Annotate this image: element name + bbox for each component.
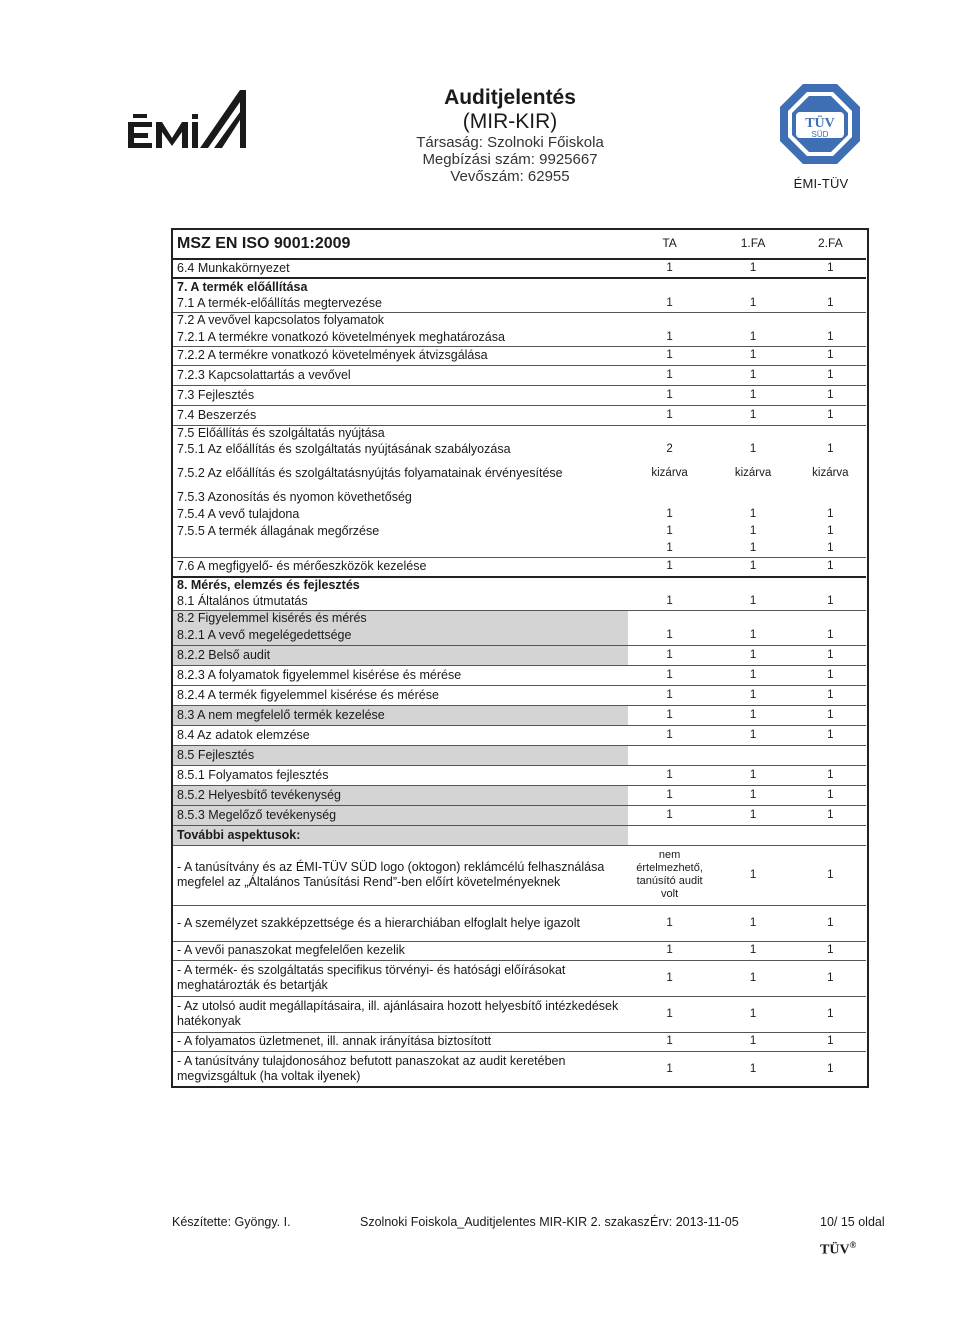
cell-ta: 1 xyxy=(628,1032,711,1051)
cell-fa1: 1 xyxy=(711,960,794,996)
svg-text:SÜD: SÜD xyxy=(811,130,829,139)
cell-fa1: 1 xyxy=(711,765,794,785)
table-row xyxy=(172,506,866,523)
cell-fa2: 1 xyxy=(795,996,866,1032)
footer-validity: Érv: 2013-11-05 xyxy=(650,1215,739,1229)
cell-fa1: 1 xyxy=(711,259,794,278)
cell-fa1 xyxy=(711,825,794,845)
row-label: 8.2 Figyelemmel kisérés és mérés xyxy=(172,610,628,627)
cell-ta: 1 xyxy=(628,725,711,745)
table-row xyxy=(172,577,866,593)
cell-ta: 1 xyxy=(628,941,711,960)
tuv-mark-reg: ® xyxy=(849,1240,857,1250)
row-label: - A folyamatos üzletmenet, ill. annak irányítása biztosított xyxy=(172,1032,628,1051)
cell-ta xyxy=(628,312,711,329)
audit-table xyxy=(172,229,866,1087)
cell-fa1: 1 xyxy=(711,996,794,1032)
cell-fa1 xyxy=(711,489,794,506)
report-header xyxy=(330,86,690,185)
standard-label: MSZ EN ISO 9001:2009 xyxy=(177,235,351,252)
table-row xyxy=(172,523,866,540)
cell-fa1: 1 xyxy=(711,365,794,385)
cell-fa2: 1 xyxy=(795,405,866,425)
cell-fa2 xyxy=(795,312,866,329)
cell-fa2: 1 xyxy=(795,259,866,278)
cell-ta xyxy=(628,610,711,627)
cell-fa2: 1 xyxy=(795,785,866,805)
row-label: 8.2.4 A termék figyelemmel kisérése és mérése xyxy=(172,685,628,705)
cell-fa1: 1 xyxy=(711,385,794,405)
cell-fa1 xyxy=(711,610,794,627)
cell-fa1: 1 xyxy=(711,685,794,705)
cell-fa1: 1 xyxy=(749,296,757,309)
cell-fa2: 1 xyxy=(827,594,834,607)
table-row xyxy=(172,665,866,685)
cell-fa2 xyxy=(795,489,866,506)
cell-fa2: 1 xyxy=(795,960,866,996)
table-row xyxy=(172,329,866,346)
cell-ta: 1 xyxy=(628,685,711,705)
table-row xyxy=(172,385,866,405)
table-row xyxy=(172,905,866,941)
cell-fa2: 1 xyxy=(795,385,866,405)
cell-fa2: 1 xyxy=(827,296,834,309)
table-row xyxy=(172,278,866,295)
tuv-caption: ÉMI-TÜV xyxy=(793,176,849,191)
cell-fa2: 1 xyxy=(795,346,866,365)
table-row xyxy=(172,1051,866,1087)
cell-fa2: 1 xyxy=(795,1051,866,1087)
table-row xyxy=(172,557,866,577)
cell-fa1: 1 xyxy=(711,1032,794,1051)
table-row xyxy=(172,593,866,610)
cell-ta: 1 xyxy=(666,508,673,520)
row-label: 8.1 Általános útmutatás xyxy=(177,593,308,608)
tuv-sud-logo xyxy=(778,82,862,166)
cell-ta: 1 xyxy=(628,557,711,577)
row-label: További aspektusok: xyxy=(172,825,628,845)
row-label: 8.3 A nem megfelelő termék kezelése xyxy=(172,705,628,725)
table-row xyxy=(172,365,866,385)
table-row xyxy=(172,312,866,329)
cell-fa2 xyxy=(795,577,866,593)
row-label: 7.2 A vevővel kapcsolatos folyamatok xyxy=(172,312,628,329)
row-label: 8.2.1 A vevő megelégedettsége xyxy=(172,627,628,645)
cell-fa2: 1 xyxy=(795,765,866,785)
row-label: 8.2.3 A folyamatok figyelemmel kisérése és mérése xyxy=(172,665,628,685)
row-label xyxy=(172,540,628,557)
tuv-mark xyxy=(820,1240,856,1259)
cell-ta: 1 xyxy=(628,996,711,1032)
row-label: 8.4 Az adatok elemzése xyxy=(172,725,628,745)
table-row xyxy=(172,489,866,506)
table-row xyxy=(172,941,866,960)
cell-ta: kizárva xyxy=(651,466,688,479)
row-label: 7.5.2 Az előállítás és szolgáltatásnyújtás folyamatainak érvényesítése xyxy=(177,465,563,480)
row-label: 7.5 Előállítás és szolgáltatás nyújtása xyxy=(172,425,628,441)
col-fa1-header: 1.FA xyxy=(740,236,766,250)
table-row xyxy=(172,785,866,805)
svg-text:TÜV: TÜV xyxy=(805,116,835,131)
row-label: - A személyzet szakképzettsége és a hierarchiában elfoglalt helye igazolt xyxy=(172,905,628,941)
table-row xyxy=(172,540,866,557)
cell-fa1: 1 xyxy=(711,845,794,905)
cell-fa2: 1 xyxy=(827,508,834,520)
cell-fa1: 1 xyxy=(749,629,757,642)
cell-fa2: 1 xyxy=(795,725,866,745)
cell-fa1: 1 xyxy=(711,405,794,425)
row-label: - A tanúsítvány és az ÉMI-TÜV SÜD logo (oktogon) reklámcélú felhasználása megfelel az „Általános Tanúsítási Rend”-ben előírt követelményeknek xyxy=(172,845,628,905)
cell-ta: 1 xyxy=(628,365,711,385)
cell-fa1: 1 xyxy=(749,541,757,554)
cell-ta: 1 xyxy=(628,805,711,825)
cell-ta: 1 xyxy=(628,665,711,685)
cell-ta: 1 xyxy=(666,629,673,642)
row-label: 8. Mérés, elemzés és fejlesztés xyxy=(172,577,628,593)
cell-ta: 1 xyxy=(628,765,711,785)
cell-fa2: 1 xyxy=(795,941,866,960)
footer-document: Szolnoki Foiskola_Auditjelentes MIR-KIR 2. szakasz xyxy=(360,1215,650,1229)
cell-fa2: 1 xyxy=(827,629,834,642)
cell-fa1: 1 xyxy=(711,805,794,825)
cell-fa1 xyxy=(711,745,794,765)
cell-fa1: kizárva xyxy=(734,466,772,479)
row-label: 7.2.2 A termékre vonatkozó követelmények átvizsgálása xyxy=(172,346,628,365)
cell-ta: 1 xyxy=(628,346,711,365)
cell-fa2: 1 xyxy=(795,645,866,665)
row-label: 7.6 A megfigyelő- és mérőeszközök kezelése xyxy=(172,557,628,577)
cell-fa2: 1 xyxy=(795,805,866,825)
row-label: - A termék- és szolgáltatás specifikus törvényi- és hatósági előírásokat meghatározták és betartják xyxy=(172,960,628,996)
table-row xyxy=(172,845,866,905)
table-row xyxy=(172,645,866,665)
cell-ta: 1 xyxy=(628,960,711,996)
cell-fa1: 1 xyxy=(749,508,757,520)
cell-fa1 xyxy=(711,425,794,441)
cell-fa1: 1 xyxy=(711,941,794,960)
cell-fa2 xyxy=(795,745,866,765)
table-row xyxy=(172,295,866,312)
cell-fa2: 1 xyxy=(827,541,834,554)
cell-ta: 1 xyxy=(666,296,673,309)
table-row xyxy=(172,725,866,745)
cell-fa1: 1 xyxy=(711,1051,794,1087)
cell-fa2 xyxy=(795,610,866,627)
cell-fa2: 1 xyxy=(795,845,866,905)
cell-ta: 1 xyxy=(628,645,711,665)
cell-ta: 1 xyxy=(628,905,711,941)
cell-fa1: 1 xyxy=(711,557,794,577)
emi-logo xyxy=(128,88,256,156)
row-label: - A vevői panaszokat megfelelően kezelik xyxy=(172,941,628,960)
cell-fa2 xyxy=(795,425,866,441)
cell-fa1: 1 xyxy=(711,905,794,941)
cell-ta: 1 xyxy=(628,385,711,405)
table-row xyxy=(172,805,866,825)
cell-ta: 2 xyxy=(666,442,673,455)
cell-fa2: 1 xyxy=(795,705,866,725)
cell-fa2: 1 xyxy=(827,525,834,537)
row-label: 7.2.1 A termékre vonatkozó követelmények meghatározása xyxy=(177,329,505,344)
row-label: 8.5.1 Folyamatos fejlesztés xyxy=(172,765,628,785)
row-label: 7.5.1 Az előállítás és szolgáltatás nyújtásának szabályozása xyxy=(177,441,511,456)
row-label: 8.5.2 Helyesbítő tevékenység xyxy=(172,785,628,805)
cell-fa1: 1 xyxy=(749,525,757,537)
cell-ta: nem értelmezhető, tanúsító audit volt xyxy=(628,845,711,905)
cell-fa1 xyxy=(711,278,794,295)
table-row xyxy=(172,259,866,278)
footer-page: 10/ 15 oldal xyxy=(820,1215,885,1229)
table-row xyxy=(172,685,866,705)
row-label: 7. A termék előállítása xyxy=(172,278,628,295)
row-label: 8.5 Fejlesztés xyxy=(172,745,628,765)
tuv-mark-text: TÜV xyxy=(820,1242,850,1258)
cell-ta xyxy=(628,278,711,295)
footer-author: Készítette: Gyöngy. I. xyxy=(172,1215,291,1229)
client-number: Vevőszám: 62955 xyxy=(450,168,570,185)
row-label: 7.5.3 Azonosítás és nyomon követhetőség xyxy=(177,490,412,504)
cell-fa2: 1 xyxy=(827,442,834,455)
cell-ta xyxy=(628,745,711,765)
table-row xyxy=(172,705,866,725)
cell-fa1: 1 xyxy=(711,665,794,685)
cell-ta xyxy=(628,577,711,593)
cell-ta: 1 xyxy=(666,594,673,607)
row-label: 6.4 Munkakörnyezet xyxy=(172,259,628,278)
cell-ta xyxy=(628,489,711,506)
table-row xyxy=(172,627,866,645)
row-label: - A tanúsítvány tulajdonosához befutott panaszokat az audit keretében megvizsgáltuk (ha voltak ilyenek) xyxy=(172,1051,628,1087)
table-header-row xyxy=(172,229,866,259)
cell-ta: 1 xyxy=(666,541,673,554)
row-label: 7.3 Fejlesztés xyxy=(172,385,628,405)
row-label: 7.1 A termék-előállítás megtervezése xyxy=(177,295,382,310)
row-label: 7.5.5 A termék állagának megőrzése xyxy=(177,524,380,538)
cell-fa2: 1 xyxy=(795,365,866,385)
cell-ta xyxy=(628,825,711,845)
cell-fa1: 1 xyxy=(749,442,757,455)
row-label: 8.2.2 Belső audit xyxy=(172,645,628,665)
cell-fa1 xyxy=(711,577,794,593)
cell-fa2: 1 xyxy=(795,905,866,941)
row-label: 7.4 Beszerzés xyxy=(172,405,628,425)
cell-fa1: 1 xyxy=(749,330,757,343)
cell-fa1: 1 xyxy=(711,705,794,725)
cell-ta: 1 xyxy=(628,1051,711,1087)
table-row xyxy=(172,825,866,845)
table-row xyxy=(172,457,866,489)
cell-ta: 1 xyxy=(628,705,711,725)
cell-fa1: 1 xyxy=(711,785,794,805)
row-label: 8.5.3 Megelőző tevékenység xyxy=(172,805,628,825)
row-label: 7.5.4 A vevő tulajdona xyxy=(177,507,300,521)
cell-fa2: 1 xyxy=(795,1032,866,1051)
cell-fa2 xyxy=(795,825,866,845)
cell-fa2: 1 xyxy=(795,557,866,577)
cell-fa2: 1 xyxy=(795,685,866,705)
col-ta-header: TA xyxy=(662,236,677,250)
table-row xyxy=(172,425,866,441)
cell-ta: 1 xyxy=(628,259,711,278)
table-row xyxy=(172,610,866,627)
cell-fa1: 1 xyxy=(749,594,757,607)
cell-fa2 xyxy=(795,278,866,295)
cell-fa1 xyxy=(711,312,794,329)
cell-ta: 1 xyxy=(628,405,711,425)
company-name: Társaság: Szolnoki Főiskola xyxy=(416,134,604,151)
cell-ta: 1 xyxy=(628,785,711,805)
order-number: Megbízási szám: 9925667 xyxy=(422,151,598,168)
row-label: - Az utolsó audit megállapításaira, ill. ajánlásaira hozott helyesbítő intézkedések hatékonyak xyxy=(172,996,628,1032)
cell-fa2: 1 xyxy=(795,665,866,685)
table-row xyxy=(172,996,866,1032)
table-row xyxy=(172,765,866,785)
cell-ta: 1 xyxy=(666,330,673,343)
table-row xyxy=(172,346,866,365)
cell-fa2: kizárva xyxy=(812,466,849,479)
report-subtitle: (MIR-KIR) xyxy=(462,110,558,133)
cell-fa1: 1 xyxy=(711,725,794,745)
cell-ta xyxy=(628,425,711,441)
row-label: 7.2.3 Kapcsolattartás a vevővel xyxy=(172,365,628,385)
table-row xyxy=(172,745,866,765)
col-fa2-header: 2.FA xyxy=(818,236,843,250)
table-row xyxy=(172,441,866,457)
table-row xyxy=(172,1032,866,1051)
cell-fa1: 1 xyxy=(711,346,794,365)
table-row xyxy=(172,960,866,996)
cell-ta: 1 xyxy=(666,525,673,537)
table-row xyxy=(172,405,866,425)
cell-fa2: 1 xyxy=(827,330,834,343)
report-title: Auditjelentés xyxy=(444,86,576,109)
cell-fa1: 1 xyxy=(711,645,794,665)
